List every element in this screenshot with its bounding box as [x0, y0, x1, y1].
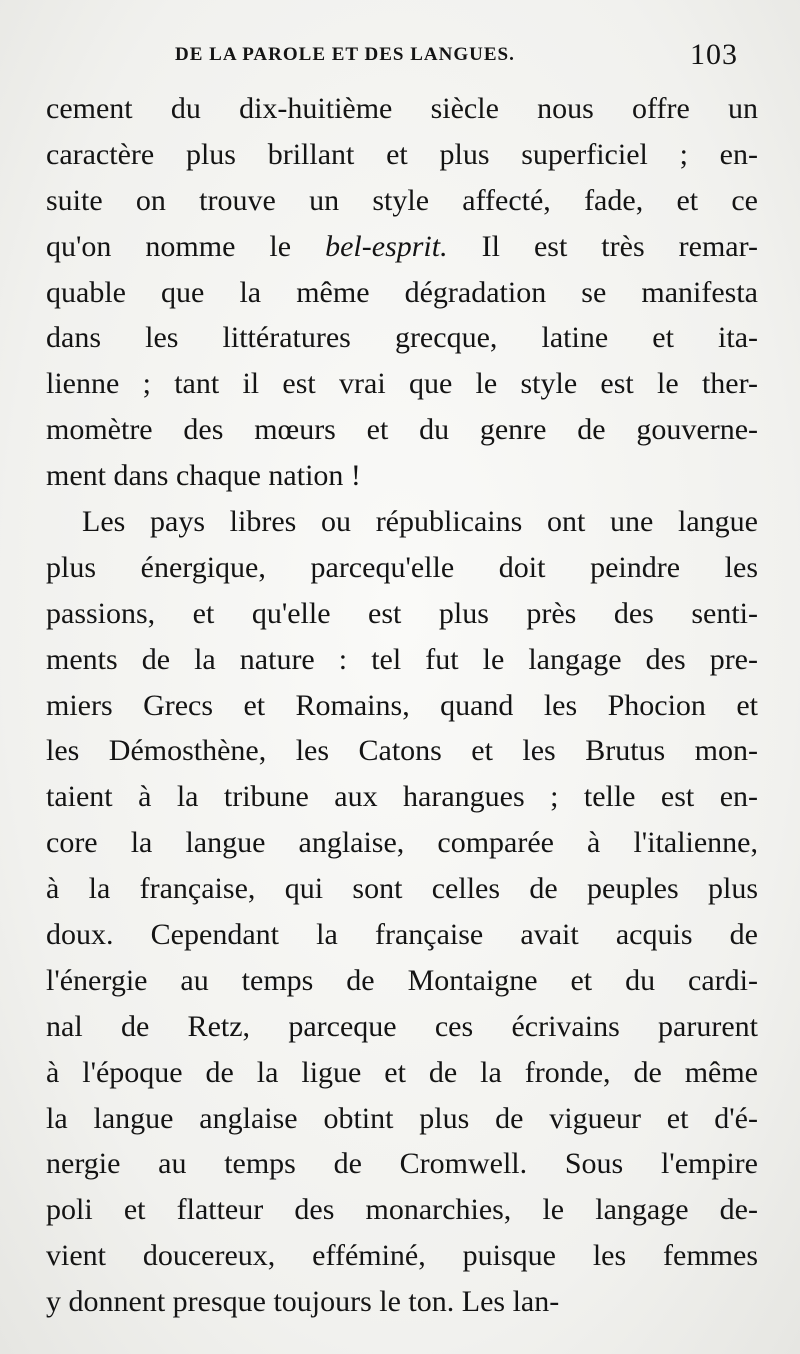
paragraph-2 [46, 499, 758, 1325]
text-line: nergie au temps de Cromwell. Sous l'empire [46, 1147, 758, 1181]
page-number: 103 [690, 38, 738, 71]
text-line: suite on trouve un style affecté, fade, et ce [46, 183, 758, 217]
paragraph-1 [46, 86, 758, 499]
text-line: à la française, qui sont celles de peuples plus [46, 872, 758, 906]
text-line: momètre des mœurs et du genre de gouverne- [46, 413, 758, 447]
text-line: qu'on nomme le bel-esprit. Il est très remar- [46, 229, 758, 263]
text-line: Les pays libres ou républicains ont une langue [82, 505, 758, 539]
text-line: nal de Retz, parceque ces écrivains parurent [46, 1009, 758, 1043]
text-line: l'énergie au temps de Montaigne et du cardi- [46, 963, 758, 997]
body-text [46, 86, 758, 1325]
text-line: vient doucereux, efféminé, puisque les femmes [46, 1239, 758, 1273]
text-line: y donnent presque toujours le ton. Les lan- [46, 1285, 560, 1319]
text-line: doux. Cependant la française avait acquis de [46, 918, 758, 952]
running-head [0, 38, 800, 78]
text-line: ment dans chaque nation ! [46, 459, 361, 493]
text-line: passions, et qu'elle est plus près des senti- [46, 596, 758, 630]
text-line: les Démosthène, les Catons et les Brutus mon- [46, 734, 758, 768]
running-title: DE LA PAROLE ET DES LANGUES. [175, 44, 515, 65]
text-line: caractère plus brillant et plus superficiel ; en- [46, 137, 758, 171]
text-line: ments de la nature : tel fut le langage des pre- [46, 642, 758, 676]
text-line: cement du dix-huitième siècle nous offre un [46, 92, 758, 125]
text-line: plus énergique, parcequ'elle doit peindre les [46, 550, 758, 584]
text-line: à l'époque de la ligue et de la fronde, de même [46, 1055, 758, 1089]
text-line: miers Grecs et Romains, quand les Phocion et [46, 688, 758, 722]
text-line: core la langue anglaise, comparée à l'italienne, [46, 826, 758, 860]
text-line: dans les littératures grecque, latine et ita- [46, 321, 758, 355]
text-line: taient à la tribune aux harangues ; telle est en- [46, 780, 758, 814]
text-line: poli et flatteur des monarchies, le langage de- [46, 1193, 758, 1227]
text-line: lienne ; tant il est vrai que le style est le ther- [46, 367, 758, 401]
text-line: quable que la même dégradation se manifesta [46, 275, 758, 309]
text-line: la langue anglaise obtint plus de vigueur et d'é- [46, 1101, 758, 1135]
